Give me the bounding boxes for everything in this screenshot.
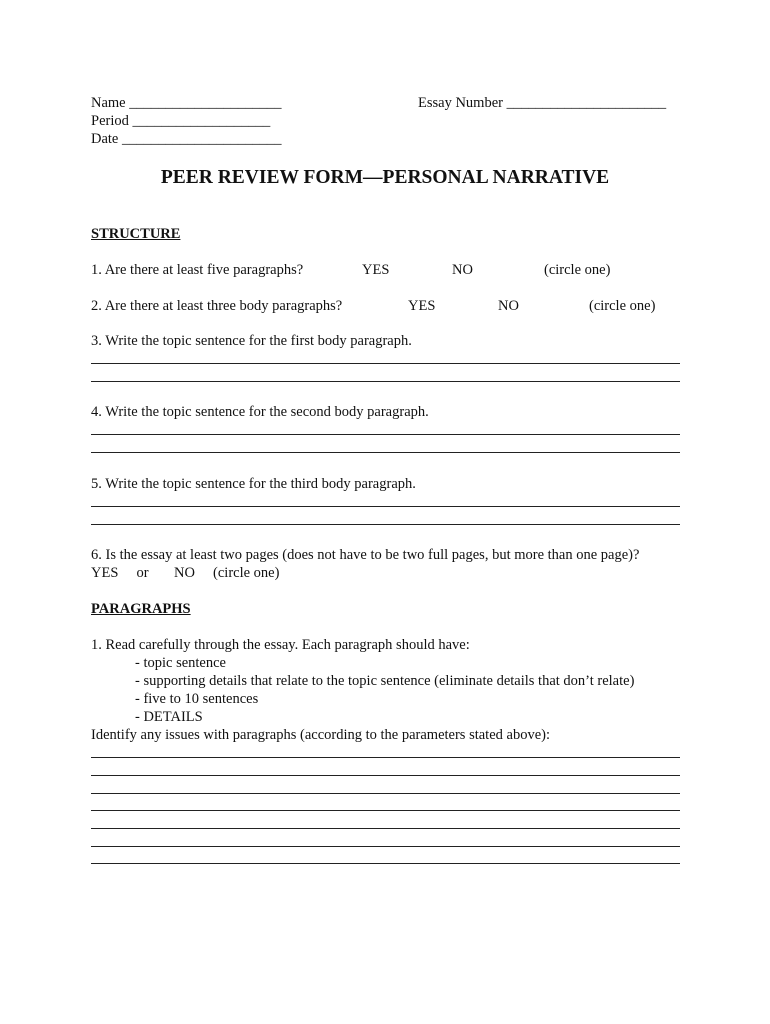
structure-q2-hint: (circle one): [589, 298, 656, 314]
structure-q1-yes[interactable]: YES: [362, 262, 390, 278]
answer-line[interactable]: [91, 863, 680, 864]
structure-q3-text: 3. Write the topic sentence for the first body paragraph.: [91, 333, 412, 349]
date-field[interactable]: Date ______________________: [91, 131, 282, 147]
structure-q1-hint: (circle one): [544, 262, 611, 278]
answer-line[interactable]: [91, 434, 680, 435]
structure-q2-text: 2. Are there at least three body paragraphs?: [91, 298, 343, 314]
structure-q2-yes[interactable]: YES: [408, 298, 436, 314]
criteria-item: - DETAILS: [135, 709, 203, 725]
page-title: PEER REVIEW FORM—PERSONAL NARRATIVE: [160, 167, 610, 188]
name-field[interactable]: Name _____________________: [91, 95, 282, 111]
criteria-item: - five to 10 sentences: [135, 691, 259, 707]
structure-q4-text: 4. Write the topic sentence for the second body paragraph.: [91, 404, 429, 420]
identify-issues-prompt: Identify any issues with paragraphs (according to the parameters stated above):: [91, 727, 551, 743]
period-field[interactable]: Period ___________________: [91, 113, 271, 129]
criteria-item: - supporting details that relate to the topic sentence (eliminate details that don’t relate): [135, 673, 635, 689]
answer-line[interactable]: [91, 381, 680, 382]
criteria-item: - topic sentence: [135, 655, 226, 671]
structure-q2-no[interactable]: NO: [498, 298, 519, 314]
paragraphs-q1-text: 1. Read carefully through the essay. Each paragraph should have:: [91, 637, 470, 653]
answer-line[interactable]: [91, 506, 680, 507]
answer-line[interactable]: [91, 524, 680, 525]
structure-q1-text: 1. Are there at least five paragraphs?: [91, 262, 304, 278]
structure-q6-answer[interactable]: YES or NO (circle one): [91, 565, 280, 581]
paragraphs-heading: PARAGRAPHS: [91, 601, 191, 617]
answer-line[interactable]: [91, 775, 680, 776]
answer-line[interactable]: [91, 828, 680, 829]
answer-line[interactable]: [91, 793, 680, 794]
essay-number-field[interactable]: Essay Number ______________________: [418, 95, 667, 111]
answer-line[interactable]: [91, 757, 680, 758]
answer-line[interactable]: [91, 363, 680, 364]
structure-q1-no[interactable]: NO: [452, 262, 473, 278]
answer-line[interactable]: [91, 846, 680, 847]
answer-line[interactable]: [91, 810, 680, 811]
structure-q5-text: 5. Write the topic sentence for the third body paragraph.: [91, 476, 416, 492]
structure-q6-text: 6. Is the essay at least two pages (does not have to be two full pages, but more than one page)?: [91, 547, 640, 563]
structure-heading: STRUCTURE: [91, 226, 181, 242]
answer-line[interactable]: [91, 452, 680, 453]
